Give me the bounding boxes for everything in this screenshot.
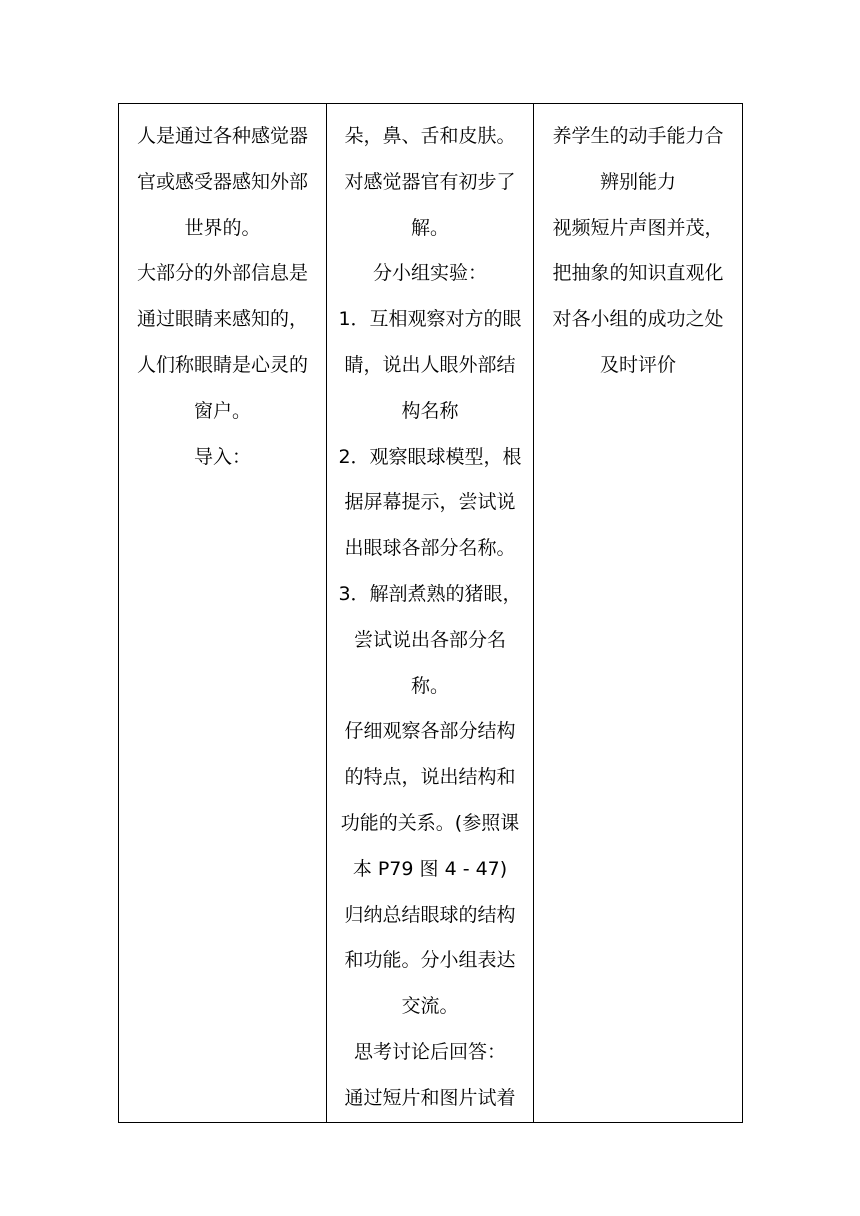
teacher-activity-cell xyxy=(119,104,327,1123)
text-line: 导入： xyxy=(193,445,251,468)
text-line: 称。 xyxy=(410,674,449,697)
text-line: 思考讨论后回答： xyxy=(353,1040,506,1063)
text-line: 大部分的外部信息是 xyxy=(136,262,308,285)
teacher-activity-text xyxy=(125,114,320,480)
text-line: 朵，鼻、舌和皮肤。 xyxy=(344,125,516,147)
text-line: 3．解剖煮熟的猪眼， xyxy=(338,582,522,605)
design-intent-text xyxy=(540,114,736,389)
text-line: 对感觉器官有初步了 xyxy=(344,170,516,193)
text-line: 窗户。 xyxy=(193,399,251,422)
text-line: 据屏幕提示，尝试说 xyxy=(344,491,516,514)
text-line: 1．互相观察对方的眼 xyxy=(338,308,522,331)
text-line: 及时评价 xyxy=(599,353,676,376)
student-activity-text xyxy=(333,114,527,1122)
text-line: 人们称眼睛是心灵的 xyxy=(136,353,308,376)
text-line: 睛，说出人眼外部结 xyxy=(344,353,516,376)
text-line: 通过眼睛来感知的， xyxy=(136,308,308,331)
text-line: 世界的。 xyxy=(184,216,261,239)
text-line: 解。 xyxy=(410,216,449,239)
text-line: 尝试说出各部分名 xyxy=(353,628,506,651)
text-line: 功能的关系。(参照课 xyxy=(340,811,520,834)
text-line: 分小组实验： xyxy=(372,262,487,285)
text-line: 对各小组的成功之处 xyxy=(552,308,724,331)
text-line: 2．观察眼球模型，根 xyxy=(338,445,522,468)
text-line: 和功能。分小组表达 xyxy=(344,949,516,972)
lesson-plan-table xyxy=(118,103,743,1123)
text-line: 出眼球各部分名称。 xyxy=(344,537,516,560)
text-line: 视频短片声图并茂， xyxy=(552,216,724,239)
text-line: 人是通过各种感觉器 xyxy=(136,125,308,147)
text-line: 仔细观察各部分结构 xyxy=(344,720,516,743)
text-line: 构名称 xyxy=(401,399,459,422)
design-intent-cell xyxy=(534,104,743,1123)
text-line: 的特点，说出结构和 xyxy=(344,766,516,789)
text-line: 交流。 xyxy=(401,995,459,1018)
text-line: 辨别能力 xyxy=(599,170,676,193)
text-line: 把抽象的知识直观化 xyxy=(552,262,724,285)
text-line: 养学生的动手能力合 xyxy=(552,125,724,147)
table-row xyxy=(119,104,743,1123)
text-line: 归纳总结眼球的结构 xyxy=(344,903,516,926)
text-line: 本 P79 图 4 - 47) xyxy=(352,857,508,880)
student-activity-cell xyxy=(327,104,534,1123)
text-line: 官或感受器感知外部 xyxy=(136,170,308,193)
text-line: 通过短片和图片试着 xyxy=(344,1086,516,1109)
